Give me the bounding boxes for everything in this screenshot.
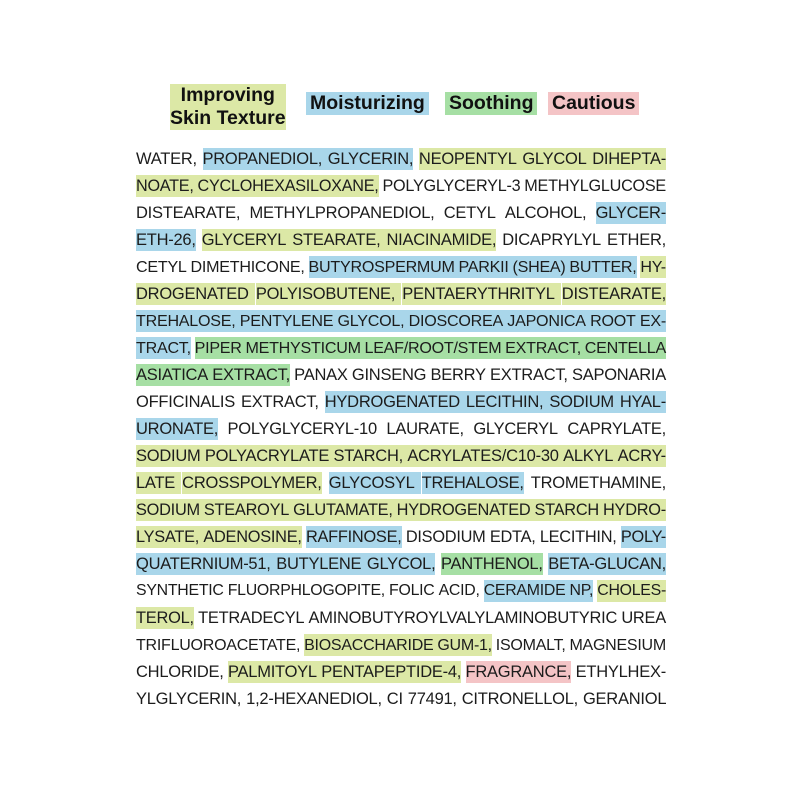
ingredient-word: GLYCOL,: [337, 312, 405, 330]
ingredient-word: METHYSTICUM: [245, 339, 361, 357]
ingredient-word: ADENOSINE,: [203, 528, 302, 546]
ingredient-line: [136, 416, 666, 443]
ingredient-word: GLYCOL: [522, 150, 587, 168]
ingredient-line: [136, 335, 666, 362]
ingredient-word: TROMETHAMINE,: [530, 474, 666, 492]
ingredient-word: GLYCERYL: [201, 231, 287, 249]
ingredient-word: STEAROYL: [203, 501, 290, 519]
ingredient-word: BUTTER,: [569, 258, 637, 276]
ingredient-word: CETYL: [136, 258, 187, 276]
ingredient-word: ETHER,: [606, 231, 666, 249]
ingredient-word: TREHALOSE,: [421, 474, 524, 492]
category-legend: [0, 84, 800, 134]
ingredient-word: DIOSCOREA: [408, 312, 503, 330]
ingredient-line: [136, 578, 666, 605]
ingredient-word: LEAF/ROOT/STEM: [364, 339, 502, 357]
ingredient-word: SODIUM: [136, 447, 201, 465]
ingredient-word: LECITHIN,: [465, 393, 544, 411]
ingredient-word: LAURATE,: [386, 420, 464, 438]
ingredient-word: EDTA,: [489, 528, 536, 546]
ingredient-word: ACRYLATES/C10-30: [407, 447, 559, 465]
ingredient-line: [136, 281, 666, 308]
ingredient-word: HY-: [640, 258, 666, 276]
ingredient-word: AMINOBUTYROYLVALYLAMINOBUTYRIC: [308, 609, 618, 627]
ingredient-word: LECITHIN,: [539, 528, 617, 546]
ingredient-word: DISTEARATE,: [561, 285, 666, 303]
ingredient-word: ACID,: [439, 580, 480, 602]
ingredient-line: [136, 632, 666, 659]
ingredient-word: GINSENG: [351, 366, 427, 384]
ingredients-list: [136, 146, 666, 713]
legend-moisturizing: Moisturizing: [306, 92, 429, 115]
ingredient-word: EX-: [639, 312, 666, 330]
ingredient-word: (SHEA): [512, 258, 566, 276]
ingredient-word: METHYLPROPANEDIOL,: [249, 204, 435, 222]
ingredient-word: POLYGLYCERYL-3: [382, 177, 521, 195]
ingredient-word: DROGENATED: [136, 285, 249, 303]
ingredient-word: 1,2-HEXANEDIOL,: [246, 690, 382, 708]
ingredient-word: ETH-26,: [136, 231, 196, 249]
ingredient-word: PENTAPEPTIDE-4,: [321, 663, 462, 681]
ingredient-line: [136, 200, 666, 227]
legend-texture-line1: Improving: [170, 84, 286, 107]
ingredient-word: GLYCOL,: [366, 555, 436, 573]
ingredient-word: CYCLOHEXASILOXANE,: [197, 177, 379, 195]
ingredient-word: ALCOHOL,: [504, 204, 587, 222]
ingredient-word: CITRONELLOL,: [461, 690, 578, 708]
ingredient-word: PALMITOYL: [228, 663, 317, 681]
ingredient-word: CROSSPOLYMER,: [182, 474, 322, 492]
ingredient-word: ASIATICA: [136, 366, 208, 384]
ingredient-line: [136, 686, 666, 713]
ingredient-line: [136, 227, 666, 254]
ingredient-word: PANAX: [294, 366, 348, 384]
ingredient-word: URONATE,: [136, 420, 219, 438]
ingredient-word: YLGLYCERIN,: [136, 690, 242, 708]
ingredient-word: WATER,: [136, 150, 197, 168]
ingredient-word: CERAMIDE: [484, 580, 566, 602]
ingredient-word: DICAPRYLYL: [502, 231, 601, 249]
ingredient-word: GLUTAMATE,: [293, 501, 393, 519]
ingredient-word: SAPONARIA: [571, 366, 666, 384]
ingredient-line: [136, 470, 666, 497]
ingredient-word: HYAL-: [619, 393, 666, 411]
ingredient-word: PANTHENOL,: [440, 555, 543, 573]
ingredient-word: TETRADECYL: [198, 609, 305, 627]
ingredient-word: STARCH,: [333, 447, 403, 465]
ingredient-word: CHOLES-: [597, 580, 666, 602]
ingredient-word: GLYCOSYL: [328, 474, 415, 492]
ingredient-word: HYDRO-: [602, 501, 666, 519]
ingredient-word: STEARATE,: [292, 231, 381, 249]
ingredient-word: FLUORPHLOGOPITE,: [228, 580, 385, 602]
ingredient-word: PIPER: [194, 339, 242, 357]
legend-soothing: Soothing: [445, 92, 537, 115]
ingredient-word: QUATERNIUM-51,: [136, 555, 271, 573]
ingredient-word: STARCH: [534, 501, 599, 519]
ingredient-word: ISOMALT,: [495, 636, 566, 654]
ingredient-word: CETYL: [443, 204, 496, 222]
ingredient-word: HYDROGENATED: [396, 501, 531, 519]
ingredient-line: [136, 173, 666, 200]
ingredient-word: HYDROGENATED: [324, 393, 460, 411]
ingredient-word: LATE: [136, 474, 176, 492]
ingredient-word: TEROL,: [136, 609, 194, 627]
ingredient-word: POLYACRYLATE: [204, 447, 330, 465]
ingredient-line: [136, 659, 666, 686]
ingredient-word: TRACT,: [136, 339, 191, 357]
ingredient-word: NOATE,: [136, 177, 194, 195]
ingredient-word: TRIFLUOROACETATE,: [136, 636, 301, 654]
ingredient-word: POLYGLYCERYL-10: [227, 420, 377, 438]
ingredient-word: SODIUM: [549, 393, 614, 411]
ingredient-word: 77491,: [407, 690, 457, 708]
ingredient-word: EXTRACT,: [505, 339, 581, 357]
ingredient-word: GERANIOL: [582, 690, 667, 708]
ingredient-word: DISODIUM: [405, 528, 486, 546]
ingredient-line: [136, 308, 666, 335]
ingredient-word: POLYISOBUTENE,: [255, 285, 396, 303]
ingredient-word: BETA-GLUCAN,: [548, 555, 666, 573]
ingredient-word: NP,: [570, 580, 594, 602]
legend-cautious: Cautious: [548, 92, 639, 115]
ingredient-word: GLYCERIN,: [327, 150, 414, 168]
ingredient-word: RAFFINOSE,: [305, 528, 402, 546]
ingredient-line: [136, 362, 666, 389]
ingredient-word: TREHALOSE,: [136, 312, 236, 330]
ingredient-word: FOLIC: [389, 580, 434, 602]
ingredient-line: [136, 443, 666, 470]
ingredient-word: GLYCERYL: [473, 420, 558, 438]
ingredient-word: GLYCER-: [595, 204, 666, 222]
ingredient-line: [136, 551, 666, 578]
ingredient-line: [136, 389, 666, 416]
ingredient-word: PENTAERYTHRITYL: [402, 285, 555, 303]
ingredient-word: ETHYLHEX-: [575, 663, 666, 681]
ingredient-word: DIHEPTA-: [592, 150, 666, 168]
ingredient-word: SYNTHETIC: [136, 580, 224, 602]
ingredient-word: POLY-: [620, 528, 666, 546]
ingredient-word: BERRY: [430, 366, 486, 384]
ingredient-word: GUM-1,: [437, 636, 492, 654]
ingredient-word: CHLORIDE,: [136, 663, 224, 681]
ingredient-word: JAPONICA: [507, 312, 586, 330]
ingredient-word: EXTRACT,: [212, 366, 290, 384]
ingredient-word: MAGNESIUM: [569, 636, 666, 654]
ingredient-word: ALKYL: [563, 447, 614, 465]
ingredient-word: PARKII: [458, 258, 509, 276]
ingredient-line: [136, 524, 666, 551]
ingredient-line: [136, 605, 666, 632]
legend-texture-line2: Skin Texture: [170, 107, 286, 129]
ingredient-word: OFFICINALIS: [136, 393, 236, 411]
ingredient-word: SODIUM: [136, 501, 200, 519]
ingredient-line: [136, 497, 666, 524]
ingredient-word: EXTRACT,: [489, 366, 568, 384]
ingredient-word: NEOPENTYL: [418, 150, 517, 168]
ingredient-word: EXTRACT,: [241, 393, 319, 411]
ingredient-word: CI: [386, 690, 403, 708]
ingredient-word: CENTELLA: [584, 339, 666, 357]
ingredient-word: UREA: [621, 609, 666, 627]
ingredient-word: DISTEARATE,: [136, 204, 241, 222]
ingredient-word: BIOSACCHARIDE: [304, 636, 434, 654]
ingredient-word: BUTYROSPERMUM: [308, 258, 455, 276]
ingredient-line: [136, 146, 666, 173]
ingredient-word: DIMETHICONE,: [190, 258, 305, 276]
ingredient-word: ROOT: [590, 312, 636, 330]
ingredient-word: METHYLGLUCOSE: [524, 177, 666, 195]
ingredient-word: LYSATE,: [136, 528, 200, 546]
ingredient-word: PROPANEDIOL,: [202, 150, 323, 168]
ingredient-word: FRAGRANCE,: [465, 663, 572, 681]
ingredient-word: NIACINAMIDE,: [386, 231, 497, 249]
ingredient-line: [136, 254, 666, 281]
ingredient-word: PENTYLENE: [239, 312, 334, 330]
legend-improving-skin-texture: [166, 84, 290, 130]
ingredient-word: CAPRYLATE,: [567, 420, 666, 438]
ingredient-word: ACRY-: [617, 447, 666, 465]
ingredient-word: BUTYLENE: [276, 555, 362, 573]
